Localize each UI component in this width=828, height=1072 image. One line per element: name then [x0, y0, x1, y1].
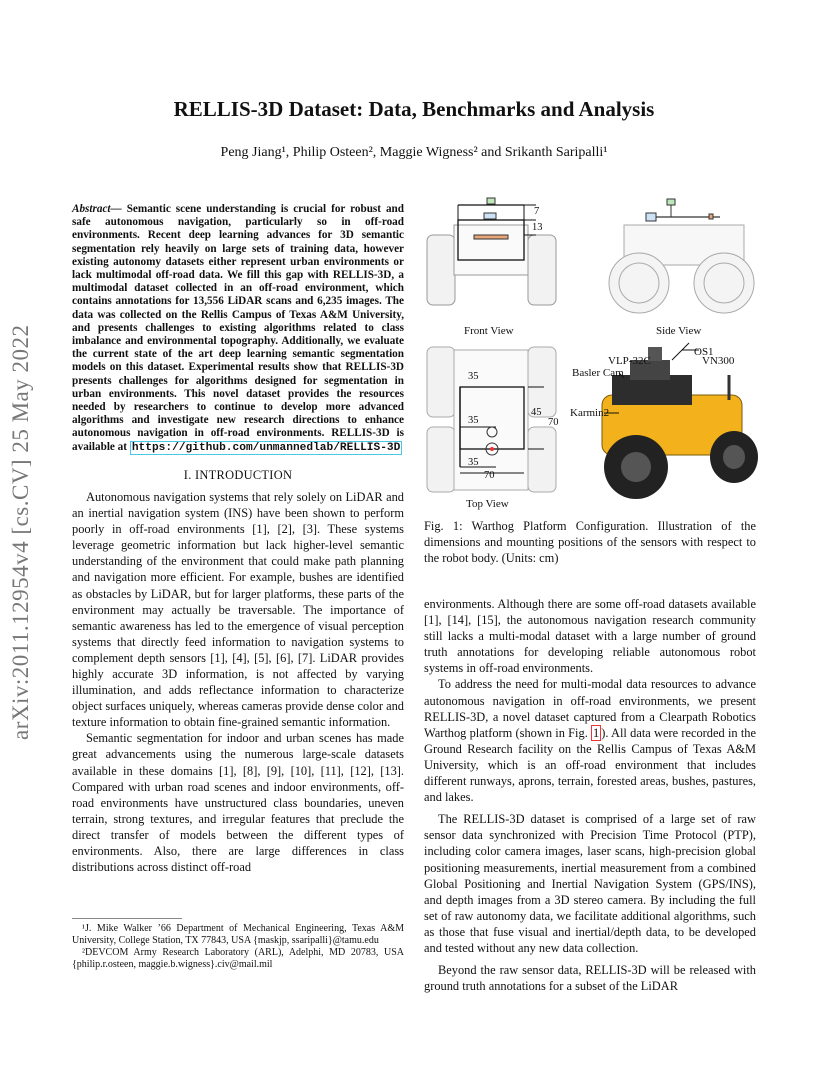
footnote-2: ²DEVCOM Army Research Laboratory (ARL), Adelphi, MD 20783, USA {philip.r.osteen, maggie.b.wigness}.civ@mail.mil — [72, 947, 404, 970]
side-view-drawing — [609, 199, 754, 313]
abstract-lead: Abstract— — [72, 203, 122, 215]
abstract — [72, 203, 404, 455]
label-karmin2: Karmin2 — [570, 407, 610, 419]
paper-title: RELLIS-3D Dataset: Data, Benchmarks and Analysis — [173, 97, 655, 121]
label-os1: OS1 — [694, 346, 714, 358]
dimension-13: 13 — [532, 222, 543, 233]
right-paragraph-1-text-cont: ). All data were recorded in the Ground Research facility on the Rellis Campus of Texas A&M University, which is an off-road environment that includes different runways, aprons, terrain, forested areas, bushes, pastures, and lakes. — [424, 725, 756, 805]
figure-warthog — [424, 195, 760, 515]
repository-link[interactable]: https://github.com/unmannedlab/RELLIS-3D — [131, 441, 401, 454]
section-heading-introduction: I. INTRODUCTION — [183, 467, 293, 482]
side-view-label: Side View — [656, 325, 702, 337]
arxiv-identifier: arXiv:2011.12954v4 [cs.CV] 25 May 2022 — [8, 324, 33, 740]
abstract-body: Semantic scene understanding is crucial for robust and safe autonomous navigation, particularly so in off-road environments. Recent deep learning advances for 3D semantic segmentation rely heavily on large sets of training data, however existing autonomy datasets either represent urban environments or lack multimodal off-road data. We fill this gap with RELLIS-3D, a multimodal dataset collected in an off-road environment, which contains annotations for 13,556 LiDAR scans and 6,235 images. The data was collected on the Rellis Campus of Texas A&M University, and presents challenges to existing algorithms related to class imbalance and environmental topography. Additionally, we evaluate the current state of the art deep learning semantic segmentation models on this dataset. Experimental results show that RELLIS-3D presents challenges for algorithms designed for segmentation in urban environments. This novel dataset provides the resources needed by researchers to continue to develop more advanced algorithms and investigate new research directions to enhance autonomous navigation in off-road environments. RELLIS-3D is available at — [72, 203, 404, 453]
dimension-70-horizontal: 70 — [484, 470, 495, 481]
dimension-7: 7 — [534, 206, 540, 217]
right-column — [424, 596, 756, 994]
intro-paragraph-2: Semantic segmentation for indoor and urban scenes has made great advancements using the numerous large-scale datasets available in these domains [1], [8], [9], [10], [11], [12], [13]. Compared with urban road scenes and indoor environments, off-road environments have unstructured class boundaries, uneven terrain, strong textures, and irregular features that preclude the direct transfer of models between the different types of environments. Also, there are large differences in class distributions across distinct off-road — [72, 731, 404, 875]
right-paragraph-1-text: To address the need for multi-modal data resources to advance autonomous navigation in off-road environments, we present RELLIS-3D, a novel dataset captured from a Clearpath Robotics Warthog platform (shown in Fig. — [424, 677, 756, 740]
intro-paragraph-1: Autonomous navigation systems that rely solely on LiDAR and an inertial navigation system (INS) have been shown to perform poorly in off-road environments [1], [2], [3]. These systems leverage geometric information but lack higher-level semantic understanding of the environment that could make path planning and navigation more efficient. For example, bushes are identified as obstacles by LiDAR, but for larger platforms, these parts of the environment may actually be traversable. The importance of semantic awareness has led to the emergence of visual perception systems that directly feed information to navigation systems to complement depth sensors [1], [4], [5], [6], [7]. LiDAR provides highly accurate 3D information, is not affected by varying illumination, and adds reflectance information to characterize object surfaces uniquely, whereas cameras provide dense color and texture information to obtain fine-grained semantic information. — [72, 489, 404, 730]
label-basler-cam: Basler Cam — [572, 367, 624, 379]
label-vlp32c: VLP-32C — [608, 355, 651, 367]
footnote-rule — [72, 918, 182, 919]
figure-reference-link[interactable]: 1 — [593, 725, 600, 740]
dimension-45: 45 — [531, 407, 542, 418]
footnote-1: ¹J. Mike Walker ’66 Department of Mechanical Engineering, Texas A&M University, College Station, TX 77843, USA {maskjp, ssaripalli}@tamu.edu — [72, 923, 404, 946]
dimension-35-middle: 35 — [468, 415, 479, 426]
dimension-35-bottom: 35 — [468, 457, 479, 468]
front-view-label: Front View — [464, 325, 514, 337]
right-paragraph-0: environments. Although there are some off-road datasets available [1], [14], [15], the autonomous navigation research community still lacks a multi-modal dataset with a large number of ground truth annotations for developing reliable autonomous robot systems in off-road environments. — [424, 597, 756, 676]
figure-caption: Fig. 1: Warthog Platform Configuration. Illustration of the dimensions and mounting positions of the sensors with respect to the robot body. (Units: cm) — [424, 519, 756, 565]
right-paragraph-1 — [424, 676, 756, 805]
right-paragraph-2: The RELLIS-3D dataset is comprised of a large set of raw sensor data synchronized with Precision Time Protocol (PTP), including color camera images, laser scans, high-precision global positioning measurements, inertial measurement from a combined Global Positioning and Inertial Navigation System (GPS/INS), and depth images from a 3D stereo camera. By including the full set of raw autonomy data, we facilitate additional algorithms, such as those that fuse visual and inertial/depth data, to be developed and tested without any new data collection. — [424, 812, 756, 955]
dimension-70-vertical: 70 — [548, 417, 559, 428]
left-column — [72, 203, 404, 875]
dimension-35-top: 35 — [468, 371, 479, 382]
footnotes — [72, 918, 404, 971]
author-list: Peng Jiang¹, Philip Osteen², Maggie Wigness² and Srikanth Saripalli¹ — [220, 145, 608, 160]
top-view-label: Top View — [466, 498, 509, 510]
right-paragraph-3: Beyond the raw sensor data, RELLIS-3D will be released with ground truth annotations for a subset of the LiDAR — [424, 963, 756, 994]
label-vn300: VN300 — [702, 355, 735, 367]
